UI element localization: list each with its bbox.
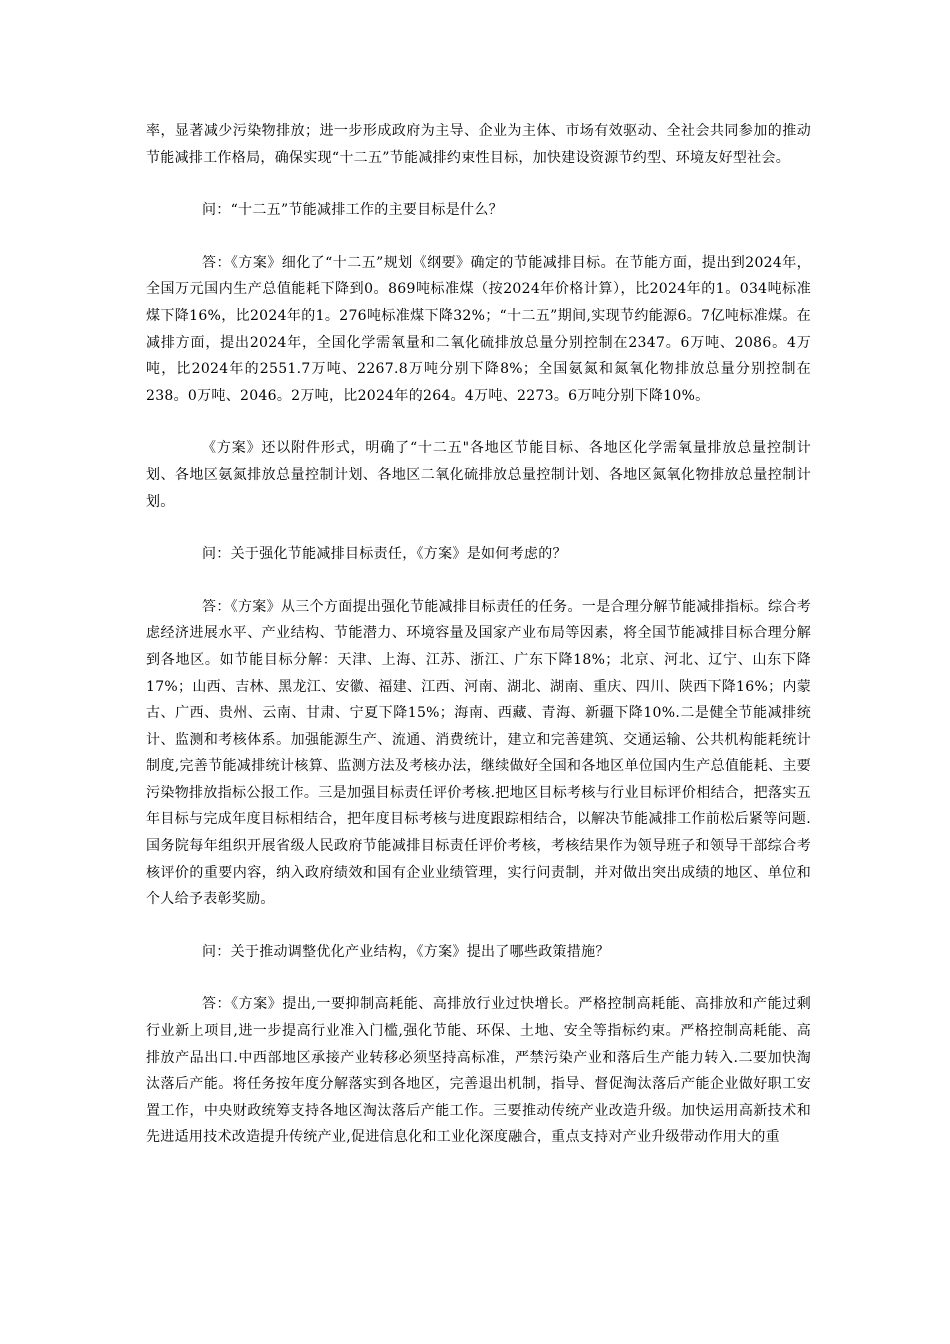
document-page	[146, 118, 811, 1177]
answer-industrial-structure: 答：《方案》提出,一要抑制高耗能、高排放行业过快增长。严格控制高耗能、高排放和产能过剩行业新上项目,进一步提高行业准入门槛,强化节能、环保、土地、安全等指标约束。严格控制高耗能、高排放产品出口.中西部地区承接产业转移必须坚持高标准，严禁污染产业和落后生产能力转入.二要加快淘汰落后产能。将任务按年度分解落实到各地区，完善退出机制，指导、督促淘汰落后产能企业做好职工安置工作，中央财政统筹支持各地区淘汰落后产能工作。三要推动传统产业改造升级。加快运用高新技术和先进适用技术改造提升传统产业,促进信息化和工业化深度融合，重点支持对产业升级带动作用大的重	[146, 996, 811, 1146]
question-main-targets: 问：“十二五”节能减排工作的主要目标是什么？	[202, 202, 503, 219]
paragraph-attachments: 《方案》还以附件形式，明确了“十二五"各地区节能目标、各地区化学需氧量排放总量控制计划、各地区氨氮排放总量控制计划、各地区二氧化硫排放总量控制计划、各地区氮氧化物排放总量控制计划。	[146, 440, 811, 510]
paragraph-continuation: 率，显著减少污染物排放；进一步形成政府为主导、企业为主体、市场有效驱动、全社会共同参加的推动节能减排工作格局，确保实现“十二五”节能减排约束性目标，加快建设资源节约型、环境友好型社会。	[146, 123, 811, 166]
question-target-responsibility: 问：关于强化节能减排目标责任，《方案》是如何考虑的？	[202, 546, 567, 563]
answer-main-targets: 答：《方案》细化了“十二五”规划《纲要》确定的节能减排目标。在节能方面，提出到2024年，全国万元国内生产总值能耗下降到0。869吨标准煤（按2024年价格计算），比2024年的1。034吨标准煤下降16%，比2024年的1。276吨标准煤下降32%；“十二五”期间,实现节约能源6。7亿吨标准煤。在减排方面，提出2024年，全国化学需氧量和二氧化硫排放总量分别控制在2347。6万吨、2086。4万吨，比2024年的2551.7万吨、2267.8万吨分别下降8%；全国氨氮和氮氧化物排放总量分别控制在238。0万吨、2046。2万吨，比2024年的264。4万吨、2273。6万吨分别下降10%。	[146, 254, 811, 404]
question-industrial-structure: 问：关于推动调整优化产业结构，《方案》提出了哪些政策措施？	[202, 943, 610, 960]
answer-target-responsibility: 答：《方案》从三个方面提出强化节能减排目标责任的任务。一是合理分解节能减排指标。综合考虑经济进展水平、产业结构、节能潜力、环境容量及国家产业布局等因素，将全国节能减排目标合理分解到各地区。如节能目标分解：天津、上海、江苏、浙江、广东下降18%；北京、河北、辽宁、山东下降17%；山西、吉林、黑龙江、安徽、福建、江西、河南、湖北、湖南、重庆、四川、陕西下降16%；内蒙古、广西、贵州、云南、甘肃、宁夏下降15%；海南、西藏、青海、新疆下降10%.二是健全节能减排统计、监测和考核体系。加强能源生产、流通、消费统计，建立和完善建筑、交通运输、公共机构能耗统计制度,完善节能减排统计核算、监测方法及考核办法，继续做好全国和各地区单位国内生产总值能耗、主要污染物排放指标公报工作。三是加强目标责任评价考核.把地区目标考核与行业目标评价相结合，把落实五年目标与完成年度目标相结合，把年度目标考核与进度跟踪相结合，以解决节能减排工作前松后紧等问题.国务院每年组织开展省级人民政府节能减排目标责任评价考核，考核结果作为领导班子和领导干部综合考核评价的重要内容，纳入政府绩效和国有企业业绩管理，实行问责制，并对做出突出成绩的地区、单位和个人给予表彰奖励。	[146, 598, 811, 908]
